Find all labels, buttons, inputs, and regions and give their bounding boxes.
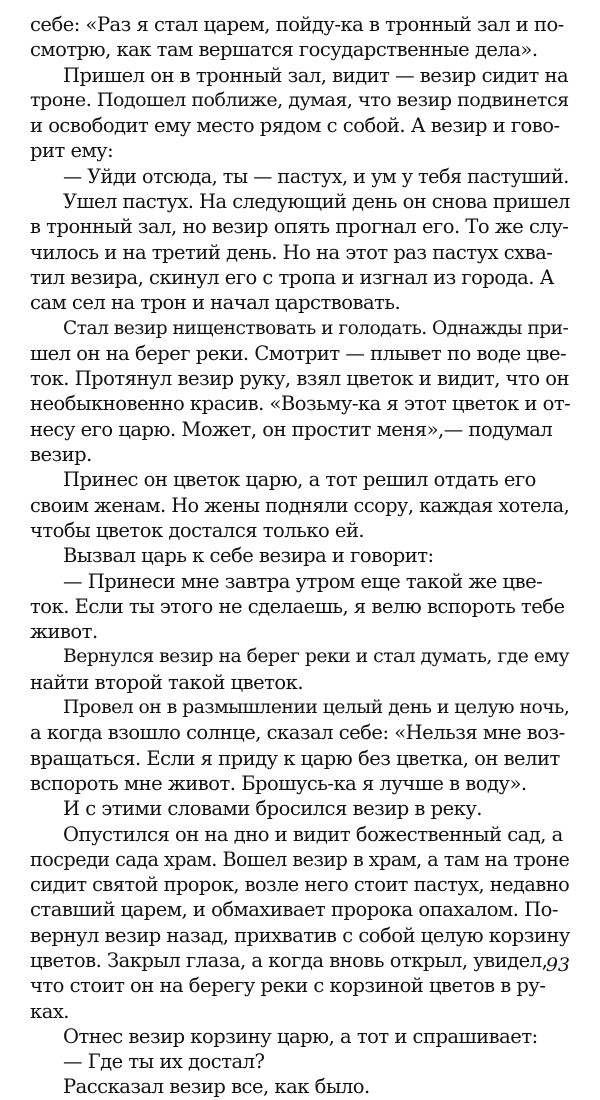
text-line: троне. Подошел поближе, думая, что везир подвинется [30,88,569,111]
text-line: несу его царю. Может, он простит меня»,— подумал [30,417,553,441]
text-line: Пришел он в тронный зал, видит — везир сидит на [63,63,569,87]
text-line: необыкновенно красив. «Возьму-ка я этот цветок и от- [30,392,571,416]
text-line: вспороть мне живот. Брошусь-ка я лучше в воду». [30,771,527,795]
text-line: живот. [30,620,98,644]
text-line: и освободит ему место рядом с собой. А везир и гово- [30,114,560,138]
text-line: Вернулся везир на берег реки и стал думать, где ему [63,646,569,668]
page-number: 93 [545,954,570,976]
text-line: ках. [30,999,70,1023]
text-line: вращаться. Если я приду к царю без цветка, он велит [30,746,560,770]
text-line: себе: «Раз я стал царем, пойду-ка в тронный зал и по- [30,13,564,36]
text-line: чилось и на третий день. Но на этот раз пастух схва- [30,240,553,264]
text-line: сидит святой пророк, возле него стоит пастух, недавно [30,873,570,897]
text-line: Принес он цветок царю, а тот решил отдать его [63,468,536,492]
text-line: везир. [30,443,92,467]
text-line: И с этими словами бросился везир в реку. [63,797,482,821]
text-line: Вызвал царь к себе везира и говорит: [63,544,434,568]
text-line: Стал везир нищенствовать и голодать. Однажды при- [63,317,569,339]
text-line: вернул везир назад, прихватив с собой целую корзину [30,923,570,947]
text-line: своим женам. Но жены подняли ссору, каждая хотела, [30,493,570,517]
text-line: посреди сада храм. Вошел везир в храм, а там на троне [30,847,570,871]
text-line: что стоит он на берегу реки с корзиной цветов в ру- [30,974,546,998]
text-line: шел он на берег реки. Смотрит — плывет по воде цве- [30,341,567,365]
text-line: смотрю, как там вершатся государственные дела». [30,38,538,62]
text-line: Опустился он на дно и видит божественный сад, а [63,822,563,846]
text-line: Провел он в размышлении целый день и целую ночь, [63,697,570,719]
text-line: рит ему: [30,139,114,163]
text-line: — Уйди отсюда, ты — пастух, и ум у тебя пастуший. [63,164,569,188]
text-line: в тронный зал, но везир опять прогнал его. То же слу- [30,215,569,239]
text-line: — Принеси мне завтра утром еще такой же цве- [63,569,543,593]
text-line: ток. Протянул везир руку, взял цветок и видит, что он [30,367,570,391]
text-line: а когда взошло солнце, сказал себе: «Нельзя мне воз- [30,721,565,745]
page-text-block [30,12,570,1100]
text-line: Ушел пастух. На следующий день он снова пришел [63,190,570,214]
text-line: чтобы цветок достался только ей. [30,518,365,542]
text-line: — Где ты их достал? [63,1050,265,1074]
text-line: ставший царем, и обмахивает пророка опахалом. По- [30,898,558,922]
text-line: цветов. Закрыл глаза, а когда вновь открыл, увидел, [30,948,548,972]
text-line: ток. Если ты этого не сделаешь, я велю вспороть тебе [30,594,565,618]
text-line: Рассказал везир все, как было. [63,1075,370,1099]
text-line: Отнес везир корзину царю, а тот и спрашивает: [63,1024,538,1048]
text-line: найти второй такой цветок. [30,670,304,694]
text-line: тил везира, скинул его с тропа и изгнал из города. А [30,265,554,289]
text-line: сам сел на трон и начал царствовать. [30,291,401,315]
